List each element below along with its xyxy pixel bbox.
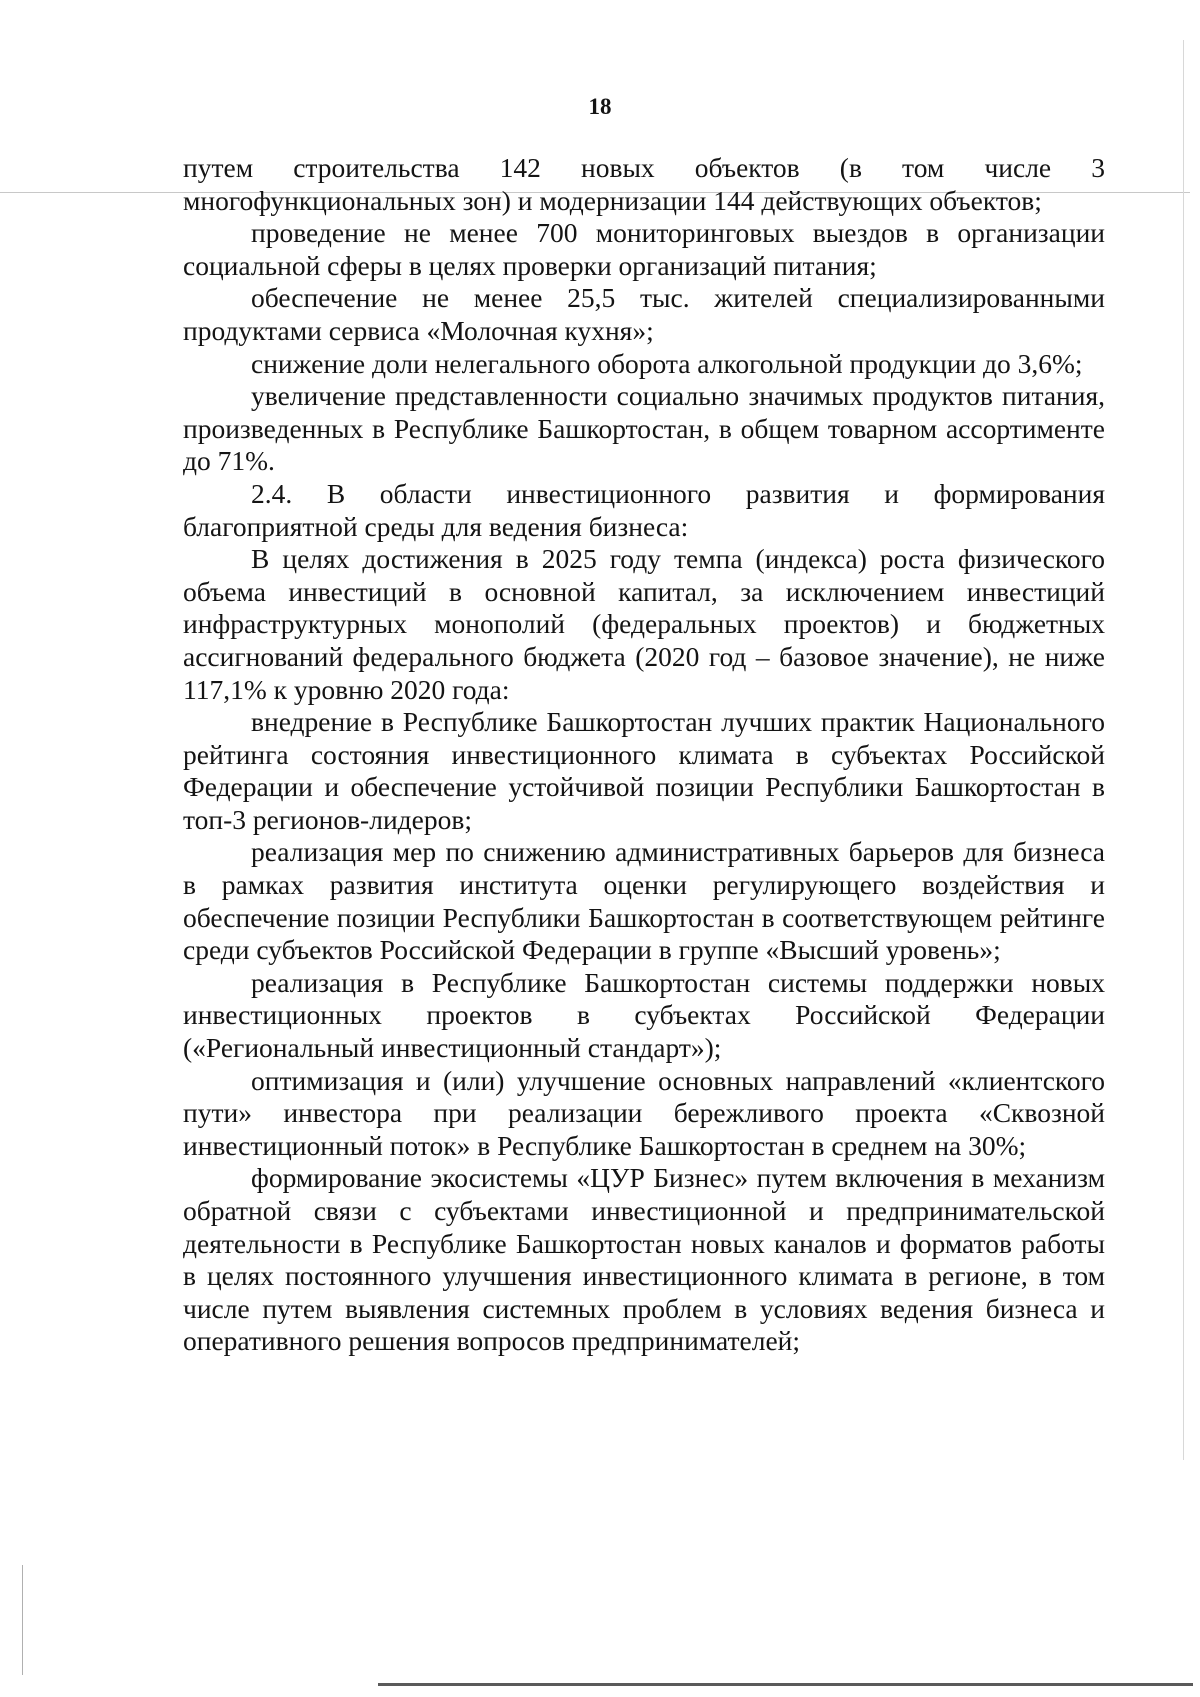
section-heading: 2.4. В области инвестиционного развития и формирования благоприятной среды для ведения бизнеса: xyxy=(183,477,1105,542)
paragraph: проведение не менее 700 мониторинговых выездов в организации социальной сферы в целях проверки организаций питания; xyxy=(183,217,1105,281)
paragraph: реализация в Республике Башкортостан системы поддержки новых инвестиционных проектов в субъектах Российской Федерации («Региональный инвестиционный стандарт»); xyxy=(183,966,1105,1064)
scan-artifact-line xyxy=(378,1683,1193,1686)
paragraph: путем строительства 142 новых объектов (в том числе 3 многофункциональных зон) и модернизации 144 действующих объектов; xyxy=(183,152,1105,216)
page-number: 18 xyxy=(588,94,612,119)
paragraph: снижение доли нелегального оборота алкогольной продукции до 3,6%; xyxy=(251,347,1083,379)
paragraph: реализация мер по снижению административных барьеров для бизнеса в рамках развития института оценки регулирующего воздействия и обеспечение позиции Республики Башкортостан в соответствующем рейтинге среди субъектов Российской Федерации в группе «Высший уровень»; xyxy=(183,836,1105,966)
paragraph: оптимизация и (или) улучшение основных направлений «клиентского пути» инвестора при реализации бережливого проекта «Сквозной инвестиционный поток» в Республике Башкортостан в среднем на 30%; xyxy=(183,1064,1105,1161)
paragraph: В целях достижения в 2025 году темпа (индекса) роста физического объема инвестиций в основной капитал, за исключением инвестиций инфраструктурных монополий (федеральных проектов) и бюджетных ассигнований федерального бюджета (2020 год – базовое значение), не ниже 117,1% к уровню 2020 года: xyxy=(183,543,1105,705)
paragraph: внедрение в Республике Башкортостан лучших практик Национального рейтинга состояния инвестиционного климата в субъектах Российской Федерации и обеспечение устойчивой позиции Республики Башкортостан в топ-3 регионов-лидеров; xyxy=(183,706,1105,835)
scan-artifact-edge xyxy=(22,1565,23,1675)
paragraph: обеспечение не менее 25,5 тыс. жителей специализированными продуктами сервиса «Молочная кухня»; xyxy=(183,282,1105,346)
paragraph: формирование экосистемы «ЦУР Бизнес» путем включения в механизм обратной связи с субъектами инвестиционной и предпринимательской деятельности в Республике Башкортостан новых каналов и форматов работы в целях постоянного улучшения инвестиционного климата в регионе, в том числе путем выявления системных проблем в условиях ведения бизнеса и оперативного решения вопросов предпринимателей; xyxy=(183,1162,1105,1357)
document-body xyxy=(183,152,1105,1358)
scan-artifact-edge xyxy=(1183,40,1184,1460)
paragraph: увеличение представленности социально значимых продуктов питания, произведенных в Республике Башкортостан, в общем товарном ассортименте до 71%. xyxy=(183,380,1105,477)
